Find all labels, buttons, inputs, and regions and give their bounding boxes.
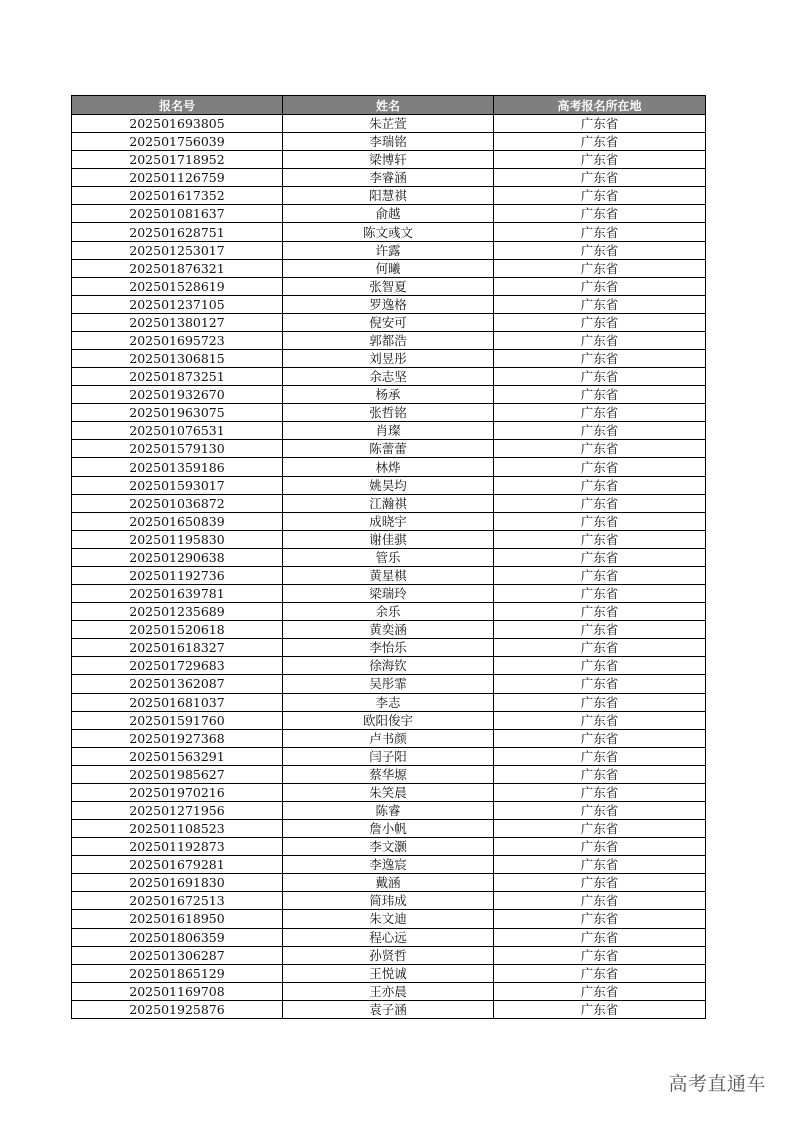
registration-number-cell: 202501271956 xyxy=(72,801,283,819)
registration-number-cell: 202501695723 xyxy=(72,331,283,349)
table-row xyxy=(72,494,706,512)
table-row xyxy=(72,603,706,621)
location-cell: 广东省 xyxy=(494,422,706,440)
registration-number-cell: 202501563291 xyxy=(72,747,283,765)
name-cell: 李睿涵 xyxy=(283,169,494,187)
name-cell: 李志 xyxy=(283,693,494,711)
registration-number-cell: 202501806359 xyxy=(72,928,283,946)
location-cell: 广东省 xyxy=(494,856,706,874)
location-cell: 广东省 xyxy=(494,928,706,946)
table-row xyxy=(72,801,706,819)
location-cell: 广东省 xyxy=(494,820,706,838)
location-cell: 广东省 xyxy=(494,350,706,368)
location-cell: 广东省 xyxy=(494,386,706,404)
name-cell: 程心远 xyxy=(283,928,494,946)
location-cell: 广东省 xyxy=(494,874,706,892)
location-cell: 广东省 xyxy=(494,566,706,584)
location-cell: 广东省 xyxy=(494,801,706,819)
location-cell: 广东省 xyxy=(494,946,706,964)
table-row xyxy=(72,422,706,440)
table-row xyxy=(72,964,706,982)
name-cell: 吴彤霏 xyxy=(283,675,494,693)
table-row xyxy=(72,856,706,874)
location-cell: 广东省 xyxy=(494,982,706,1000)
table-row xyxy=(72,982,706,1000)
table-row xyxy=(72,187,706,205)
name-cell: 袁子涵 xyxy=(283,1000,494,1018)
name-cell: 张哲铭 xyxy=(283,404,494,422)
location-cell: 广东省 xyxy=(494,512,706,530)
table-row xyxy=(72,820,706,838)
location-cell: 广东省 xyxy=(494,1000,706,1018)
location-cell: 广东省 xyxy=(494,404,706,422)
registration-number-cell: 202501076531 xyxy=(72,422,283,440)
name-cell: 陈蕾蕾 xyxy=(283,440,494,458)
table-row xyxy=(72,548,706,566)
name-cell: 郭都浩 xyxy=(283,331,494,349)
registration-number-cell: 202501306287 xyxy=(72,946,283,964)
name-cell: 欧阳俊宇 xyxy=(283,711,494,729)
table-row xyxy=(72,440,706,458)
registration-number-cell: 202501618327 xyxy=(72,639,283,657)
table-row xyxy=(72,386,706,404)
name-cell: 谢佳骐 xyxy=(283,530,494,548)
registration-number-cell: 202501617352 xyxy=(72,187,283,205)
registration-number-cell: 202501036872 xyxy=(72,494,283,512)
registration-number-cell: 202501672513 xyxy=(72,892,283,910)
location-cell: 广东省 xyxy=(494,187,706,205)
registration-number-cell: 202501169708 xyxy=(72,982,283,1000)
name-cell: 李逸宸 xyxy=(283,856,494,874)
location-cell: 广东省 xyxy=(494,295,706,313)
location-cell: 广东省 xyxy=(494,838,706,856)
table-row xyxy=(72,151,706,169)
table-row xyxy=(72,133,706,151)
name-cell: 孙贤哲 xyxy=(283,946,494,964)
location-cell: 广东省 xyxy=(494,331,706,349)
name-cell: 戴涵 xyxy=(283,874,494,892)
location-cell: 广东省 xyxy=(494,657,706,675)
registration-number-cell: 202501628751 xyxy=(72,223,283,241)
table-row xyxy=(72,711,706,729)
location-cell: 广东省 xyxy=(494,241,706,259)
name-cell: 倪安可 xyxy=(283,313,494,331)
table-row xyxy=(72,675,706,693)
table-row xyxy=(72,946,706,964)
registration-number-cell: 202501963075 xyxy=(72,404,283,422)
name-cell: 姚昊均 xyxy=(283,476,494,494)
location-cell: 广东省 xyxy=(494,458,706,476)
table-body xyxy=(72,115,706,1019)
registration-number-cell: 202501126759 xyxy=(72,169,283,187)
name-cell: 罗逸格 xyxy=(283,295,494,313)
location-cell: 广东省 xyxy=(494,783,706,801)
table-row xyxy=(72,693,706,711)
name-cell: 王悦诚 xyxy=(283,964,494,982)
table-row xyxy=(72,1000,706,1018)
name-cell: 陈睿 xyxy=(283,801,494,819)
table-row xyxy=(72,892,706,910)
name-cell: 阳慧祺 xyxy=(283,187,494,205)
name-cell: 管乐 xyxy=(283,548,494,566)
watermark-text: 高考直通车 xyxy=(668,1073,766,1095)
registration-number-cell: 202501192873 xyxy=(72,838,283,856)
registration-number-cell: 202501362087 xyxy=(72,675,283,693)
registration-number-cell: 202501593017 xyxy=(72,476,283,494)
registration-number-cell: 202501679281 xyxy=(72,856,283,874)
table-row xyxy=(72,747,706,765)
name-cell: 俞越 xyxy=(283,205,494,223)
name-cell: 许露 xyxy=(283,241,494,259)
name-cell: 李怡乐 xyxy=(283,639,494,657)
table-row xyxy=(72,169,706,187)
location-cell: 广东省 xyxy=(494,151,706,169)
registration-number-cell: 202501237105 xyxy=(72,295,283,313)
location-cell: 广东省 xyxy=(494,494,706,512)
location-cell: 广东省 xyxy=(494,133,706,151)
location-cell: 广东省 xyxy=(494,603,706,621)
name-cell: 徐海钦 xyxy=(283,657,494,675)
table-row xyxy=(72,765,706,783)
table-row xyxy=(72,259,706,277)
admission-list-table xyxy=(71,95,706,1019)
table-row xyxy=(72,350,706,368)
table-row xyxy=(72,115,706,133)
table-row xyxy=(72,295,706,313)
location-cell: 广东省 xyxy=(494,765,706,783)
registration-number-cell: 202501306815 xyxy=(72,350,283,368)
location-cell: 广东省 xyxy=(494,711,706,729)
name-cell: 刘昱彤 xyxy=(283,350,494,368)
name-cell: 朱文迪 xyxy=(283,910,494,928)
table-row xyxy=(72,530,706,548)
table-row xyxy=(72,874,706,892)
header-name: 姓名 xyxy=(283,96,494,115)
location-cell: 广东省 xyxy=(494,675,706,693)
table-row xyxy=(72,313,706,331)
table-row xyxy=(72,657,706,675)
table-row xyxy=(72,205,706,223)
name-cell: 江瀚祺 xyxy=(283,494,494,512)
table-row xyxy=(72,910,706,928)
location-cell: 广东省 xyxy=(494,585,706,603)
location-cell: 广东省 xyxy=(494,277,706,295)
registration-number-cell: 202501932670 xyxy=(72,386,283,404)
table-row xyxy=(72,368,706,386)
registration-number-cell: 202501528619 xyxy=(72,277,283,295)
table-row xyxy=(72,783,706,801)
registration-number-cell: 202501718952 xyxy=(72,151,283,169)
location-cell: 广东省 xyxy=(494,205,706,223)
location-cell: 广东省 xyxy=(494,892,706,910)
table-row xyxy=(72,639,706,657)
registration-number-cell: 202501970216 xyxy=(72,783,283,801)
table-row xyxy=(72,331,706,349)
registration-number-cell: 202501639781 xyxy=(72,585,283,603)
registration-number-cell: 202501650839 xyxy=(72,512,283,530)
name-cell: 卢书颜 xyxy=(283,729,494,747)
header-registration-number: 报名号 xyxy=(72,96,283,115)
location-cell: 广东省 xyxy=(494,621,706,639)
name-cell: 何曦 xyxy=(283,259,494,277)
name-cell: 张智夏 xyxy=(283,277,494,295)
registration-number-cell: 202501925876 xyxy=(72,1000,283,1018)
registration-number-cell: 202501253017 xyxy=(72,241,283,259)
registration-number-cell: 202501756039 xyxy=(72,133,283,151)
registration-number-cell: 202501618950 xyxy=(72,910,283,928)
registration-number-cell: 202501681037 xyxy=(72,693,283,711)
location-cell: 广东省 xyxy=(494,747,706,765)
location-cell: 广东省 xyxy=(494,115,706,133)
name-cell: 詹小帆 xyxy=(283,820,494,838)
location-cell: 广东省 xyxy=(494,548,706,566)
table-row xyxy=(72,585,706,603)
name-cell: 梁瑞玲 xyxy=(283,585,494,603)
location-cell: 广东省 xyxy=(494,910,706,928)
registration-number-cell: 202501579130 xyxy=(72,440,283,458)
registration-number-cell: 202501985627 xyxy=(72,765,283,783)
table-row xyxy=(72,241,706,259)
registration-number-cell: 202501927368 xyxy=(72,729,283,747)
name-cell: 王亦晨 xyxy=(283,982,494,1000)
registration-number-cell: 202501691830 xyxy=(72,874,283,892)
registration-number-cell: 202501192736 xyxy=(72,566,283,584)
registration-number-cell: 202501380127 xyxy=(72,313,283,331)
table-row xyxy=(72,458,706,476)
location-cell: 广东省 xyxy=(494,530,706,548)
name-cell: 李瑞铭 xyxy=(283,133,494,151)
name-cell: 陈文彧文 xyxy=(283,223,494,241)
table-header xyxy=(72,96,706,115)
name-cell: 朱笑晨 xyxy=(283,783,494,801)
location-cell: 广东省 xyxy=(494,368,706,386)
name-cell: 朱芷萱 xyxy=(283,115,494,133)
location-cell: 广东省 xyxy=(494,223,706,241)
name-cell: 黄星棋 xyxy=(283,566,494,584)
name-cell: 林烨 xyxy=(283,458,494,476)
name-cell: 黄奕涵 xyxy=(283,621,494,639)
registration-number-cell: 202501235689 xyxy=(72,603,283,621)
table-row xyxy=(72,566,706,584)
table-row xyxy=(72,621,706,639)
registration-number-cell: 202501108523 xyxy=(72,820,283,838)
location-cell: 广东省 xyxy=(494,639,706,657)
name-cell: 肖璨 xyxy=(283,422,494,440)
registration-number-cell: 202501520618 xyxy=(72,621,283,639)
table-row xyxy=(72,223,706,241)
location-cell: 广东省 xyxy=(494,169,706,187)
registration-number-cell: 202501876321 xyxy=(72,259,283,277)
registration-number-cell: 202501729683 xyxy=(72,657,283,675)
name-cell: 闫子阳 xyxy=(283,747,494,765)
registration-number-cell: 202501865129 xyxy=(72,964,283,982)
registration-number-cell: 202501081637 xyxy=(72,205,283,223)
header-row xyxy=(72,96,706,115)
registration-number-cell: 202501591760 xyxy=(72,711,283,729)
name-cell: 蔡华塬 xyxy=(283,765,494,783)
name-cell: 成晓宇 xyxy=(283,512,494,530)
registration-number-cell: 202501693805 xyxy=(72,115,283,133)
location-cell: 广东省 xyxy=(494,259,706,277)
name-cell: 梁博轩 xyxy=(283,151,494,169)
header-registration-location: 高考报名所在地 xyxy=(494,96,706,115)
location-cell: 广东省 xyxy=(494,313,706,331)
table-row xyxy=(72,476,706,494)
table-row xyxy=(72,928,706,946)
registration-number-cell: 202501873251 xyxy=(72,368,283,386)
table-row xyxy=(72,404,706,422)
location-cell: 广东省 xyxy=(494,440,706,458)
location-cell: 广东省 xyxy=(494,476,706,494)
registration-number-cell: 202501290638 xyxy=(72,548,283,566)
table-row xyxy=(72,838,706,856)
location-cell: 广东省 xyxy=(494,693,706,711)
location-cell: 广东省 xyxy=(494,729,706,747)
table-row xyxy=(72,277,706,295)
registration-number-cell: 202501195830 xyxy=(72,530,283,548)
name-cell: 余乐 xyxy=(283,603,494,621)
location-cell: 广东省 xyxy=(494,964,706,982)
name-cell: 李文灏 xyxy=(283,838,494,856)
table-row xyxy=(72,729,706,747)
registration-number-cell: 202501359186 xyxy=(72,458,283,476)
table-row xyxy=(72,512,706,530)
name-cell: 杨承 xyxy=(283,386,494,404)
name-cell: 余志坚 xyxy=(283,368,494,386)
name-cell: 简玮成 xyxy=(283,892,494,910)
